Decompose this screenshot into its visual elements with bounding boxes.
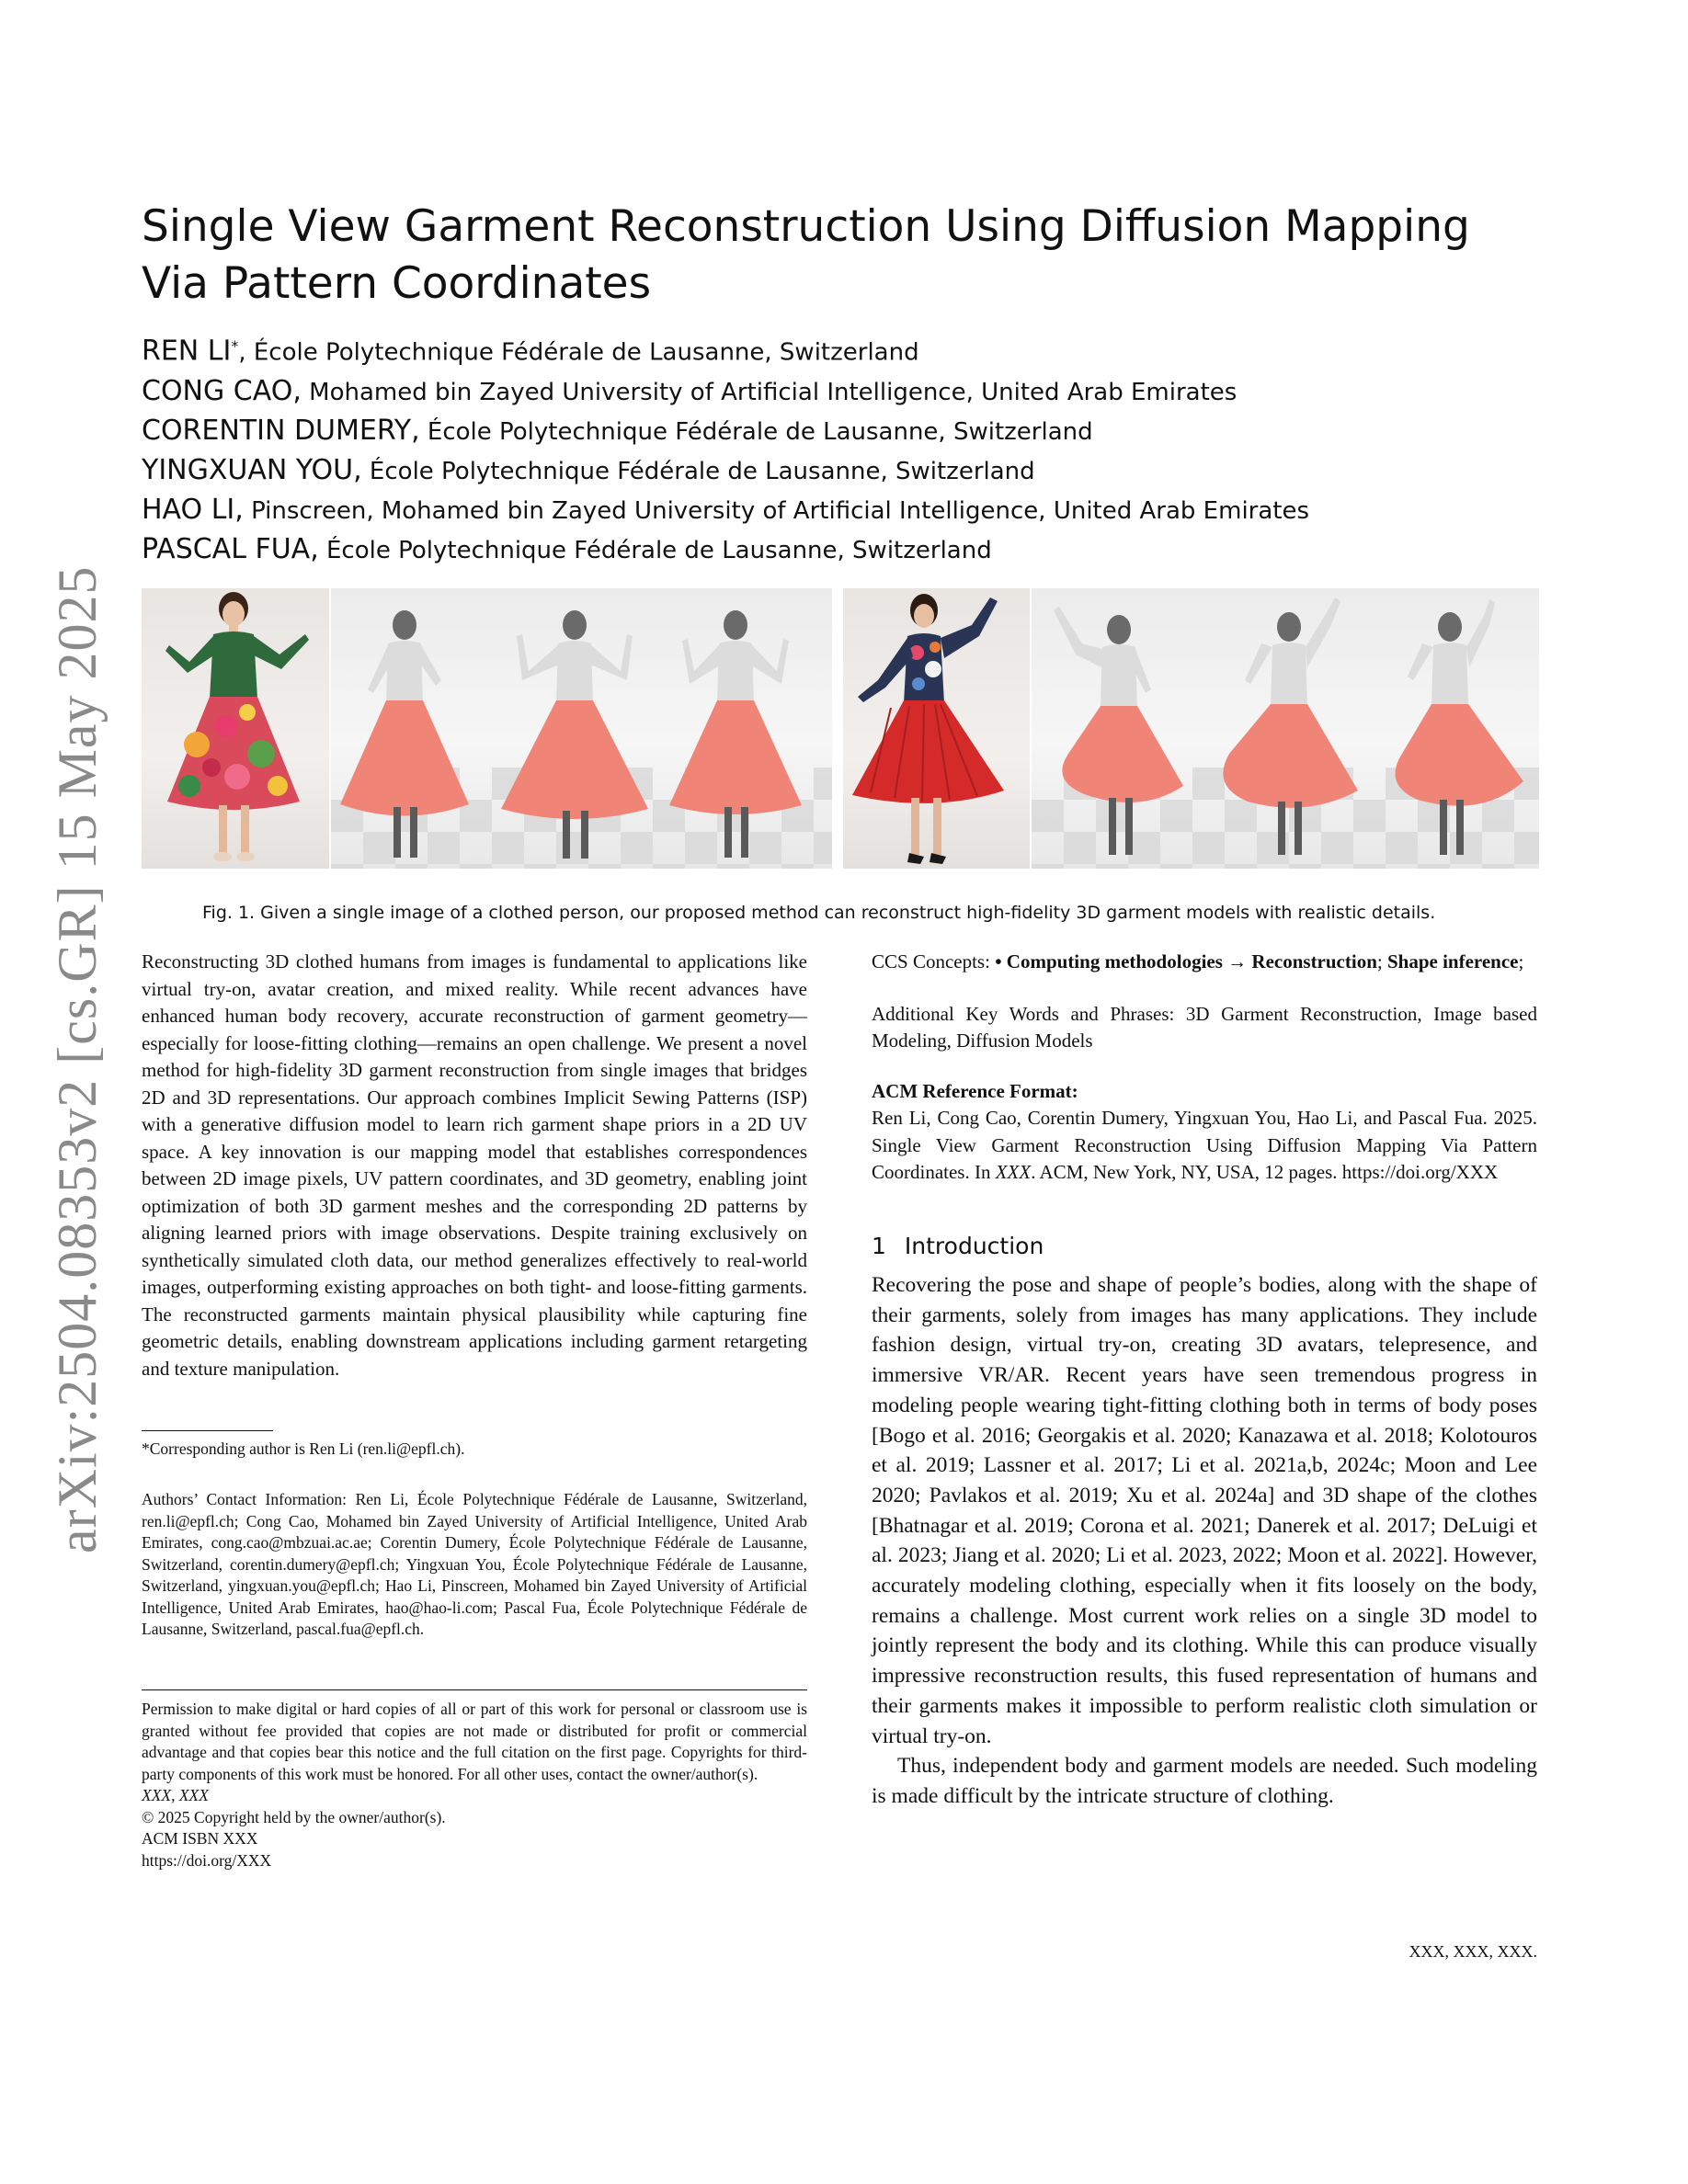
woman-floral-skirt-image — [142, 588, 329, 869]
ccs-concepts — [872, 949, 1537, 976]
ccs-bullet: • — [995, 950, 1007, 973]
mannequin-renders-skirt — [331, 588, 832, 869]
mannequin-render-right — [1396, 599, 1524, 855]
author-affiliation: Pinscreen, Mohamed bin Zayed University of Artificial Intelligence, United Arab Emirates — [243, 496, 1310, 525]
woman-red-skirt-image — [843, 588, 1030, 869]
author-affiliation: École Polytechnique Fédérale de Lausanne, Switzerland — [419, 417, 1093, 446]
permission-rule — [142, 1689, 807, 1690]
author-affiliation: École Polytechnique Fédérale de Lausanne, Switzerland — [318, 536, 992, 564]
keywords: Additional Key Words and Phrases: 3D Garment Reconstruction, Image based Modeling, Diffusion Models — [872, 1002, 1537, 1052]
author-name: PASCAL FUA, — [142, 532, 319, 565]
author-name: YINGXUAN YOU, — [142, 453, 362, 486]
acm-ref-text: Ren Li, Cong Cao, Corentin Dumery, Yingxuan You, Hao Li, and Pascal Fua. 2025. Single View Garment Reconstruction Using Diffusion Mapping Via Pattern Coordinates. In — [872, 1107, 1537, 1183]
venue-line: XXX, XXX — [142, 1786, 209, 1804]
author-line — [142, 451, 1576, 491]
mannequin-render-right — [669, 610, 802, 858]
footnote-rule — [142, 1430, 273, 1431]
acm-ref-heading: ACM Reference Format: — [872, 1079, 1078, 1102]
paper-title: Single View Garment Reconstruction Using Diffusion Mapping Via Pattern Coordinates — [142, 201, 1470, 309]
ccs-separator: ; — [1376, 950, 1387, 973]
author-name: CONG CAO, — [142, 374, 302, 407]
teaser-figure — [142, 588, 1539, 869]
ccs-concept-3: Shape inference — [1386, 950, 1519, 973]
author-contact-info: Authors’ Contact Information: Ren Li, École Polytechnique Fédérale de Lausanne, Switzerland, ren.li@epfl.ch; Cong Cao, Mohamed bin Zayed University of Artificial Intelligence, United Arab Emirates, cong.cao@mbzuai.ac.ae; Corentin Dumery, École Polytechnique Fédérale de Lausanne, Switzerland, corentin.dumery@epfl.ch; Yingxuan You, École Polytechnique Fédérale de Lausanne, Switzerland, yingxuan.you@epfl.ch; Hao Li, Pinscreen, Mohamed bin Zayed University of Artificial Intelligence, United Arab Emirates, hao@hao-li.com; Pascal Fua, École Polytechnique Fédérale de Lausanne, Switzerland, pascal.fua@epfl.ch. — [142, 1490, 807, 1638]
permission-text: Permission to make digital or hard copies of all or part of this work for personal or classroom use is granted without fee provided that copies are not made or distributed for profit or commercial advantage and that copies bear this notice and the full citation on the first page. Copyrights for third-party components of this work must be honored. For all other uses, contact the owner/author(s). — [142, 1700, 807, 1783]
abstract: Reconstructing 3D clothed humans from images is fundamental to applications like virtual try-on, avatar creation, and mixed reality. While recent advances have enhanced human body recovery, accurate reconstruction of garment geometry—especially for loose-fitting clothing—remains an open challenge. We present a novel method for high-fidelity 3D garment reconstruction from single images that bridges 2D and 3D representations. Our approach combines Implicit Sewing Patterns (ISP) with a generative diffusion model to learn rich garment shape priors in a 2D UV space. A key innovation is our mapping model that establishes correspondences between 2D image pixels, UV pattern coordinates, and 3D geometry, enabling joint optimization of both 3D garment meshes and the corresponding 2D patterns by aligning learned priors with image observations. Despite training exclusively on synthetically simulated cloth data, our method generalizes effectively to real-world images, outperforming existing approaches on both tight- and loose-fitting garments. The reconstructed garments maintain physical plausibility while capturing fine geometric details, enabling downstream applications including garment retargeting and texture manipulation. — [142, 950, 807, 1380]
ccs-label: CCS Concepts: — [872, 950, 996, 973]
mannequin-render-center — [501, 610, 648, 859]
author-name: REN LI — [142, 335, 232, 368]
ccs-concept-1: Computing methodologies — [1006, 950, 1223, 973]
author-affiliation: École Polytechnique Fédérale de Lausanne, Switzerland — [361, 457, 1035, 485]
author-list — [142, 327, 1576, 570]
mannequin-renders-pleated — [1032, 588, 1539, 869]
author-name: HAO LI, — [142, 493, 244, 526]
author-affiliation: , École Polytechnique Fédérale de Lausanne, Switzerland — [238, 338, 919, 367]
author-line — [142, 372, 1576, 412]
corresponding-footnote: *Corresponding author is Ren Li (ren.li@epfl.ch). — [142, 1439, 465, 1458]
permission-block — [142, 1699, 807, 1871]
ccs-end: ; — [1518, 950, 1524, 973]
mannequin-render-left — [1054, 607, 1183, 855]
figure-caption: Fig. 1. Given a single image of a clothed person, our proposed method can reconstruct high-fidelity 3D garment models with realistic details. — [202, 903, 1436, 923]
section-heading-introduction — [872, 1233, 1537, 1260]
arxiv-side-stamp: arXiv:2504.08353v2 [cs.GR] 15 May 2025 — [47, 565, 108, 1553]
copyright-line: © 2025 Copyright held by the owner/author(s). — [142, 1807, 446, 1826]
intro-paragraph-1: Recovering the pose and shape of people’s bodies, along with the shape of their garments, solely from images has many applications. They include fashion design, virtual try-on, creating 3D avatars, telepresence, and immersive VR/AR. Recent years have seen tremendous progress in modeling people wearing tight-fitting clothing both in terms of body poses [Bogo et al. 2016; Georgakis et al. 2020; Kanazawa et al. 2018; Kolotouros et al. 2019; Lassner et al. 2017; Li et al. 2021a,b, 2024c; Moon and Lee 2020; Pavlakos et al. 2019; Xu et al. 2024a] and 3D shape of the clothes [Bhatnagar et al. 2019; Corona et al. 2021; Danerek et al. 2017; DeLuigi et al. 2023; Jiang et al. 2020; Li et al. 2023, 2022; Moon et al. 2022]. However, accurately modeling clothing, especially when it fits loosely on the body, remains a challenge. Most current work relies on a single 3D model to jointly represent the body and its clothing. While this can produce visually impressive reconstruction results, this fused representation of humans and their garments makes it impossible to perform realistic cloth simulation or virtual try-on. — [872, 1273, 1537, 1748]
mannequin-render-left — [340, 610, 469, 858]
author-line — [142, 327, 1576, 372]
author-line — [142, 530, 1576, 570]
input-photo-floral-skirt — [142, 588, 329, 869]
section-number: 1 — [872, 1232, 886, 1259]
reconstruction-renders-1 — [331, 588, 832, 869]
author-line — [142, 491, 1576, 530]
ccs-concept-2: Reconstruction — [1251, 950, 1377, 973]
corresponding-mark: * — [231, 337, 239, 355]
acm-ref-venue: XXX — [995, 1161, 1032, 1183]
ccs-arrow: → — [1222, 950, 1252, 973]
author-name: CORENTIN DUMERY, — [142, 414, 420, 447]
page-footer: XXX, XXX, XXX. — [1409, 1942, 1537, 1961]
acm-reference — [872, 1105, 1537, 1187]
reconstruction-renders-2 — [1032, 588, 1539, 869]
acm-ref-text-end: . ACM, New York, NY, USA, 12 pages. https://doi.org/XXX — [1031, 1161, 1499, 1183]
input-photo-red-skirt — [843, 588, 1030, 869]
right-column — [872, 949, 1537, 1812]
intro-paragraph-2: Thus, independent body and garment models are needed. Such modeling is made difficult by the intricate structure of clothing. — [872, 1754, 1537, 1808]
author-affiliation: Mohamed bin Zayed University of Artificial Intelligence, United Arab Emirates — [301, 378, 1237, 406]
mannequin-render-center — [1223, 597, 1358, 855]
isbn-line: ACM ISBN XXX — [142, 1829, 258, 1848]
section-title: Introduction — [904, 1232, 1044, 1259]
author-line — [142, 412, 1576, 451]
doi-line: https://doi.org/XXX — [142, 1850, 272, 1870]
